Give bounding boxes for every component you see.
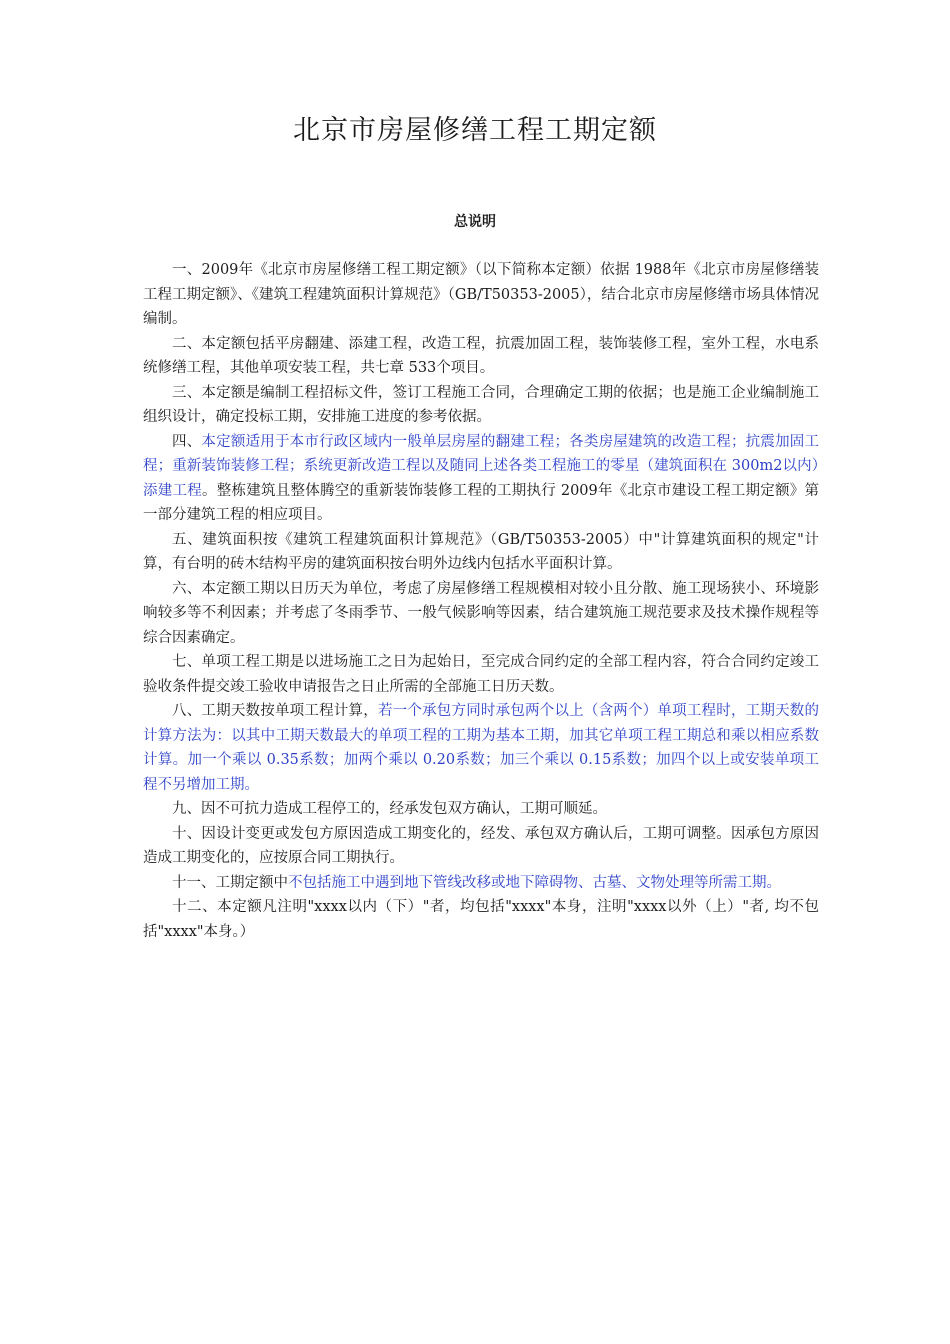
paragraph-text: 四、 [172, 433, 202, 450]
body-text [143, 258, 819, 944]
highlighted-text: 本定额适用于本市行政区域内一般单层房屋的翻建工程；各类房屋建筑的改造工程；抗震加固工程；重新装饰装修工程；系统更新改造工程以及随同上述各类工程施工的零星（建筑面积在 300m2以内）添建工程 [143, 433, 819, 499]
paragraph-text: 七、单项工程工期是以进场施工之日为起始日，至完成合同约定的全部工程内容，符合合同约定竣工验收条件提交竣工验收申请报告之日止所需的全部施工日历天数。 [143, 654, 819, 695]
paragraph [143, 699, 819, 797]
paragraph-text: 九、因不可抗力造成工程停工的，经承发包双方确认，工期可顺延。 [172, 801, 607, 817]
paragraph [143, 381, 819, 430]
paragraph [143, 871, 819, 896]
paragraph-text: 六、本定额工期以日历天为单位，考虑了房屋修缮工程规模相对较小且分散、施工现场狭小、环境影响较多等不利因素；并考虑了冬雨季节、一般气候影响等因素，结合建筑施工规范要求及技术操作规程等综合因素确定。 [143, 580, 819, 646]
paragraph-text: 十二、本定额凡注明"xxxx以内（下）"者，均包括"xxxx"本身，注明"xxxx以外（上）"者, 均不包括"xxxx"本身。） [143, 899, 819, 940]
paragraph [143, 822, 819, 871]
paragraph-text: 二、本定额包括平房翻建、添建工程，改造工程，抗震加固工程，装饰装修工程，室外工程，水电系统修缮工程，其他单项安装工程，共七章 533个项目。 [143, 335, 819, 376]
paragraph [143, 797, 819, 822]
paragraph-text: 十、因设计变更或发包方原因造成工期变化的，经发、承包双方确认后，工期可调整。因承包方原因造成工期变化的，应按原合同工期执行。 [143, 825, 819, 866]
highlighted-text: 不包括施工中遇到地下管线改移或地下障碍物、古墓、文物处理等所需工期。 [288, 874, 781, 891]
paragraph [143, 258, 819, 332]
paragraph-text: 三、本定额是编制工程招标文件，签订工程施工合同，合理确定工期的依据；也是施工企业编制施工组织设计，确定投标工期，安排施工进度的参考依据。 [143, 384, 819, 425]
paragraph-text: 十一、工期定额中 [172, 874, 288, 891]
paragraph-text: 一、2009年《北京市房屋修缮工程工期定额》（以下简称本定额）依据 1988年《北京市房屋修缮装工程工期定额》、《建筑工程建筑面积计算规范》（GB/T50353-2005），结合北京市房屋修缮市场具体情况编制。 [143, 262, 819, 327]
paragraph [143, 528, 819, 577]
paragraph-text: 八、工期天数按单项工程计算， [172, 703, 378, 719]
paragraph [143, 650, 819, 699]
page-title: 北京市房屋修缮工程工期定额 [293, 115, 657, 146]
paragraph [143, 577, 819, 651]
paragraph-text: 。整栋建筑且整体腾空的重新装饰装修工程的工期执行 2009年《北京市建设工程工期定额》第一部分建筑工程的相应项目。 [143, 482, 819, 523]
section-heading: 总说明 [454, 214, 496, 230]
paragraph [143, 332, 819, 381]
paragraph [143, 430, 819, 528]
paragraph [143, 895, 819, 944]
paragraph-text: 五、建筑面积按《建筑工程建筑面积计算规范》（GB/T50353-2005）中"计算建筑面积的规定"计算，有台明的砖木结构平房的建筑面积按台明外边线内包括水平面积计算。 [143, 531, 819, 572]
highlighted-text: 若一个承包方同时承包两个以上（含两个）单项工程时，工期天数的计算方法为：以其中工期天数最大的单项工程的工期为基本工期，加其它单项工程工期总和乘以相应系数计算。加一个乘以 0.35系数；加两个乘以 0.20系数；加三个乘以 0.15系数；加四个以上或安装单项工程不另增加工期。 [143, 703, 820, 793]
